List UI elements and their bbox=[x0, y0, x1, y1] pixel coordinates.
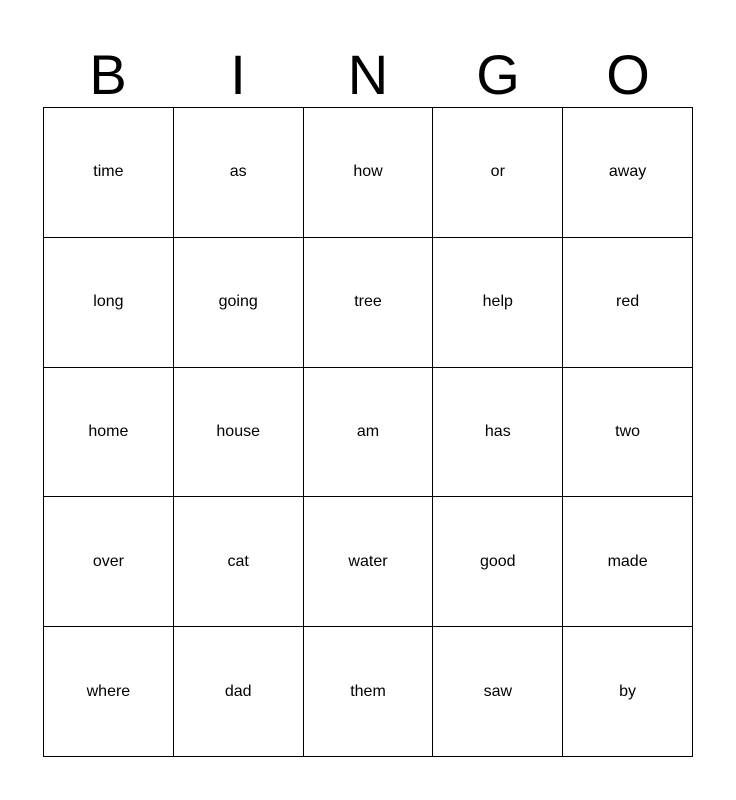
bingo-cell[interactable]: as bbox=[174, 108, 304, 238]
header-letter-n: N bbox=[347, 43, 389, 106]
bingo-cell[interactable]: how bbox=[304, 108, 434, 238]
bingo-cell[interactable]: where bbox=[44, 627, 174, 757]
header-letter-b: B bbox=[89, 43, 127, 106]
bingo-cell[interactable]: or bbox=[433, 108, 563, 238]
bingo-cell[interactable]: by bbox=[563, 627, 693, 757]
bingo-cell[interactable]: has bbox=[433, 368, 563, 498]
bingo-cell[interactable]: them bbox=[304, 627, 434, 757]
bingo-grid bbox=[43, 107, 693, 757]
bingo-cell[interactable]: am bbox=[304, 368, 434, 498]
bingo-cell[interactable]: water bbox=[304, 497, 434, 627]
bingo-cell[interactable]: home bbox=[44, 368, 174, 498]
bingo-cell[interactable]: help bbox=[433, 238, 563, 368]
header-letter-g: G bbox=[476, 43, 520, 106]
bingo-cell[interactable]: away bbox=[563, 108, 693, 238]
bingo-cell[interactable]: made bbox=[563, 497, 693, 627]
bingo-cell[interactable]: dad bbox=[174, 627, 304, 757]
bingo-cell[interactable]: time bbox=[44, 108, 174, 238]
bingo-cell[interactable]: red bbox=[563, 238, 693, 368]
bingo-cell[interactable]: long bbox=[44, 238, 174, 368]
bingo-cell[interactable]: house bbox=[174, 368, 304, 498]
bingo-cell[interactable]: cat bbox=[174, 497, 304, 627]
bingo-cell[interactable]: good bbox=[433, 497, 563, 627]
bingo-cell[interactable]: saw bbox=[433, 627, 563, 757]
header-letter-i: I bbox=[230, 43, 246, 106]
bingo-header bbox=[43, 44, 693, 106]
bingo-cell[interactable]: over bbox=[44, 497, 174, 627]
bingo-cell[interactable]: tree bbox=[304, 238, 434, 368]
bingo-cell[interactable]: going bbox=[174, 238, 304, 368]
bingo-cell[interactable]: two bbox=[563, 368, 693, 498]
header-letter-o: O bbox=[606, 43, 650, 106]
